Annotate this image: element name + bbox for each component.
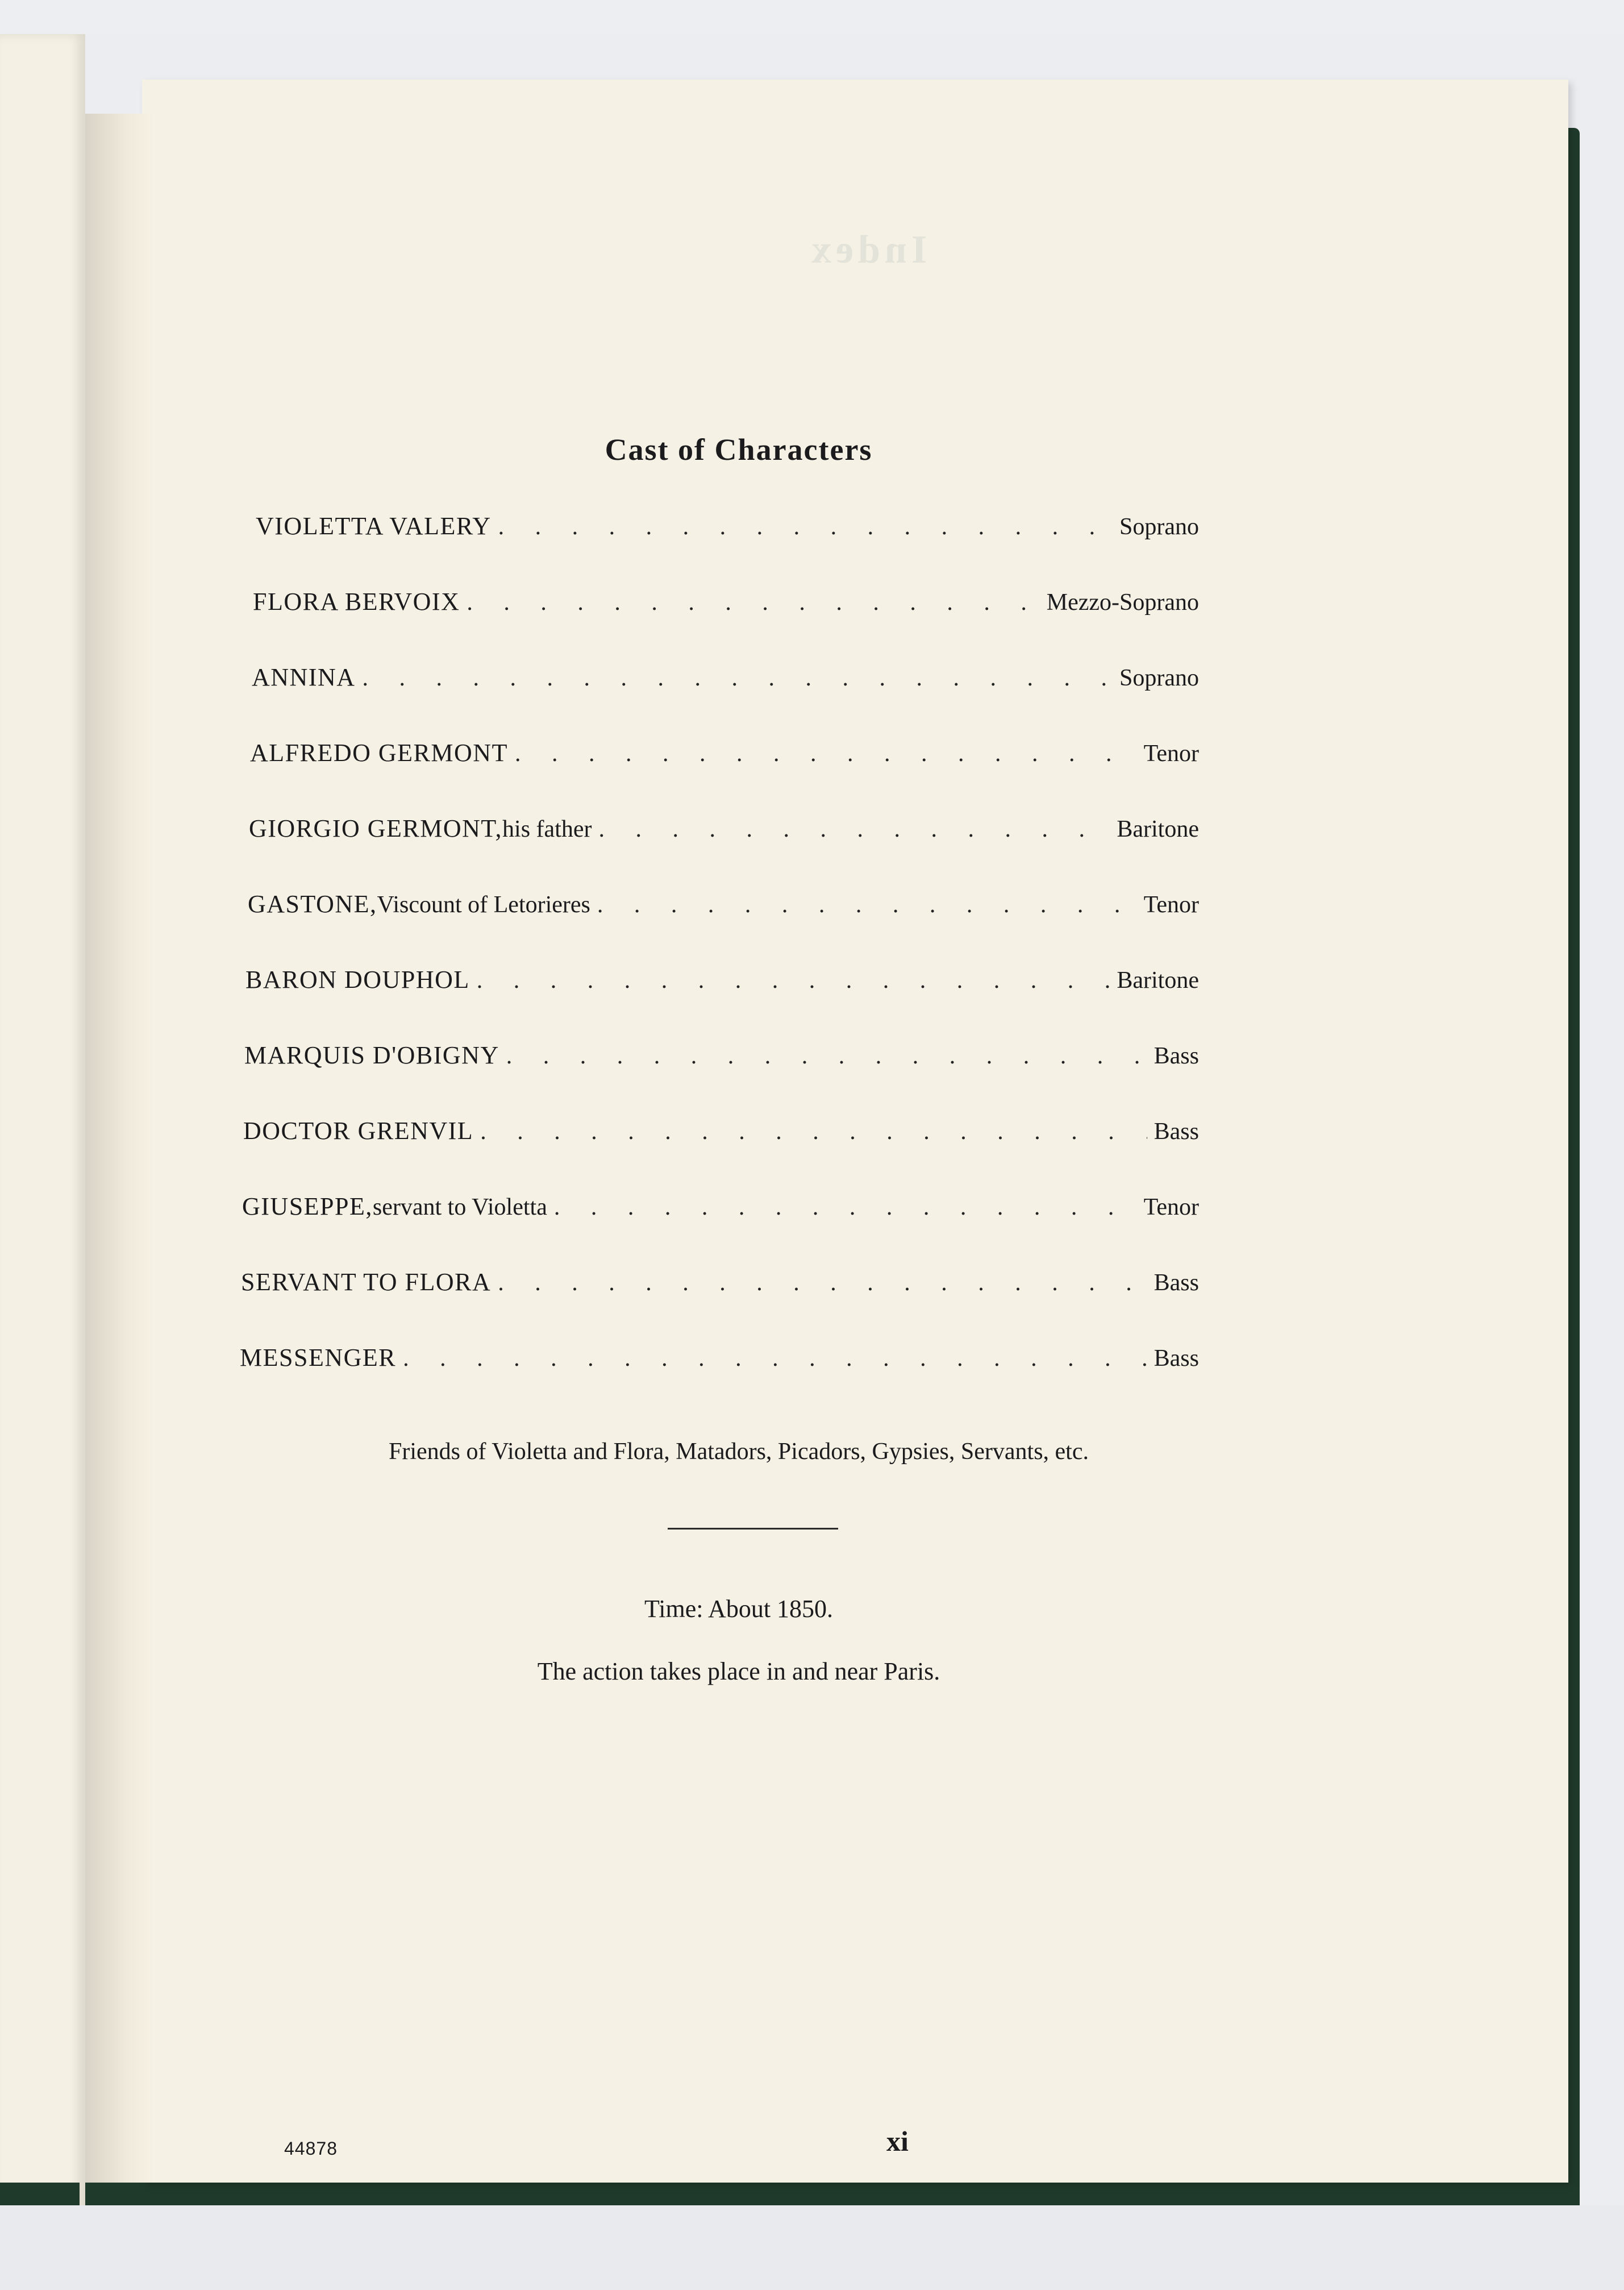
cast-voice: Baritone xyxy=(1117,816,1199,842)
place-note: The action takes place in and near Paris. xyxy=(537,1657,940,1685)
cast-row xyxy=(243,1116,1199,1192)
cast-row xyxy=(242,1192,1199,1267)
cast-voice: Tenor xyxy=(1143,741,1199,767)
cast-name: DOCTOR GRENVIL xyxy=(243,1117,474,1145)
leader-dots xyxy=(506,1042,1147,1070)
cast-name: SERVANT TO FLORA xyxy=(241,1268,492,1296)
cast-voice: Soprano xyxy=(1119,514,1199,540)
cast-row xyxy=(252,663,1199,738)
cast-voice: Tenor xyxy=(1143,1194,1199,1220)
cast-list xyxy=(240,512,1199,1419)
page-title: Cast of Characters xyxy=(605,433,873,467)
page-gutter xyxy=(85,114,153,2183)
cast-name: GASTONE, xyxy=(248,890,377,918)
show-through-title: Index xyxy=(807,228,927,272)
cast-name: GIUSEPPE, xyxy=(242,1192,373,1220)
cast-name: ANNINA xyxy=(252,663,356,691)
cast-row xyxy=(250,738,1199,814)
leader-dots xyxy=(467,589,1039,616)
cast-name: FLORA BERVOIX xyxy=(253,588,460,616)
leader-dots xyxy=(498,513,1113,541)
cast-row xyxy=(248,890,1199,965)
cast-row xyxy=(244,1041,1199,1116)
book-page xyxy=(142,80,1568,2183)
cast-description: servant to Violetta xyxy=(372,1194,547,1220)
friends-note: Friends of Violetta and Flora, Matadors, Picadors, Gypsies, Servants, etc. xyxy=(389,1439,1089,1465)
cast-name: VIOLETTA VALERY xyxy=(256,512,492,540)
leader-dots xyxy=(554,1194,1137,1221)
time-note: Time: About 1850. xyxy=(644,1595,834,1623)
cast-voice: Bass xyxy=(1154,1270,1199,1296)
background-top xyxy=(0,0,1624,34)
background-bottom xyxy=(0,2205,1624,2290)
leader-dots xyxy=(597,891,1137,919)
cast-name: MARQUIS D'OBIGNY xyxy=(244,1041,499,1069)
cast-voice: Bass xyxy=(1154,1119,1199,1145)
cast-voice: Baritone xyxy=(1117,967,1199,994)
cast-description: Viscount of Letorieres xyxy=(377,892,590,918)
cast-name: GIORGIO GERMONT, xyxy=(249,814,503,842)
leader-dots xyxy=(363,664,1113,692)
cast-voice: Tenor xyxy=(1143,892,1199,918)
leader-dots xyxy=(599,816,1110,843)
cast-row xyxy=(253,587,1199,663)
cast-name: MESSENGER xyxy=(240,1344,397,1371)
cast-name: BARON DOUPHOL xyxy=(245,966,470,994)
leader-dots xyxy=(477,967,1110,994)
left-page xyxy=(0,34,85,2290)
cast-row xyxy=(240,1343,1199,1419)
divider-rule xyxy=(668,1528,838,1530)
cast-name: ALFREDO GERMONT xyxy=(250,739,508,767)
leader-dots xyxy=(480,1118,1147,1145)
cast-row xyxy=(241,1267,1199,1343)
cast-voice: Bass xyxy=(1154,1043,1199,1069)
cast-row xyxy=(245,965,1199,1041)
leader-dots xyxy=(498,1269,1147,1296)
plate-number: 44878 xyxy=(284,2138,338,2159)
cast-voice: Mezzo-Soprano xyxy=(1046,589,1199,616)
cast-voice: Bass xyxy=(1154,1345,1199,1371)
cast-description: his father xyxy=(502,816,592,842)
leader-dots xyxy=(403,1345,1147,1372)
cast-row xyxy=(249,814,1199,890)
page-number: xi xyxy=(886,2125,909,2157)
leader-dots xyxy=(515,740,1137,767)
cast-row xyxy=(256,512,1199,587)
cast-voice: Soprano xyxy=(1119,665,1199,691)
